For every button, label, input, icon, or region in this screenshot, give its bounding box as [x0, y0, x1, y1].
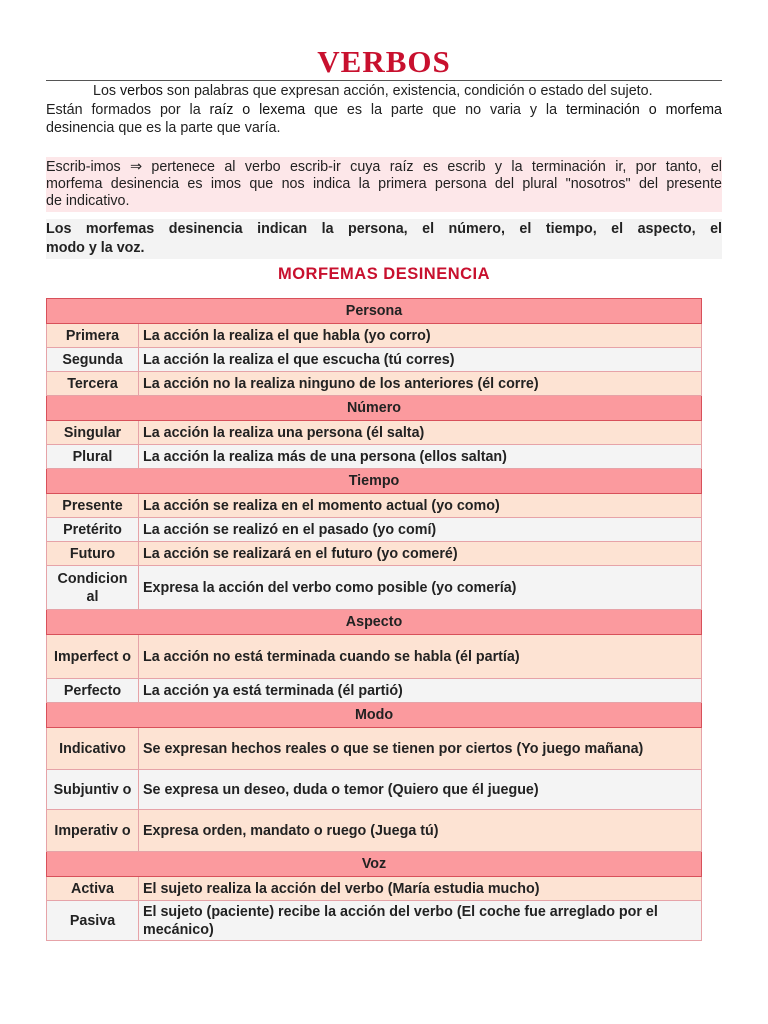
table-row: [47, 901, 702, 941]
table-row: [47, 728, 702, 770]
table-row: [47, 810, 702, 852]
intro-text: que es la parte que no varia y la: [305, 101, 566, 118]
category-cell: Subjuntiv o: [47, 770, 139, 810]
group-header-row: [47, 396, 702, 421]
description-cell: El sujeto (paciente) recibe la acción del verbo (El coche fue arreglado por el mecánico): [139, 901, 702, 941]
description-cell: La acción se realiza en el momento actual (yo como): [139, 494, 702, 518]
description-cell: La acción se realizará en el futuro (yo comeré): [139, 542, 702, 566]
highlight-verbos: verbos: [120, 83, 163, 99]
category-cell: Singular: [47, 421, 139, 445]
description-cell: Se expresan hechos reales o que se tienen por ciertos (Yo juego mañana): [139, 728, 702, 770]
table-row: [47, 348, 702, 372]
table-row: [47, 679, 702, 703]
highlight-terminacion: terminación o morfema: [565, 101, 722, 118]
group-header-row: [47, 610, 702, 635]
description-cell: La acción la realiza el que escucha (tú corres): [139, 348, 702, 372]
intro-line-2: [46, 101, 722, 120]
table-row: [47, 421, 702, 445]
description-cell: La acción la realiza una persona (él salta): [139, 421, 702, 445]
group-heading: Persona: [47, 299, 702, 324]
intro-text: Están formados por la: [46, 101, 210, 118]
description-cell: La acción se realizó en el pasado (yo comí): [139, 518, 702, 542]
summary-line: modo y la voz.: [46, 240, 145, 256]
category-cell: Pasiva: [47, 901, 139, 941]
category-cell: Futuro: [47, 542, 139, 566]
description-cell: La acción ya está terminada (él partió): [139, 679, 702, 703]
description-cell: Expresa la acción del verbo como posible (yo comería): [139, 566, 702, 610]
group-heading: Modo: [47, 703, 702, 728]
example-line: Escrib-imos ⇒ pertenece al verbo escrib-ir cuya raíz es escrib y la terminación ir, por tanto, el: [46, 159, 722, 175]
table-row: [47, 324, 702, 348]
group-heading: Voz: [47, 852, 702, 877]
page-title: VERBOS: [317, 44, 451, 79]
table-row: [47, 445, 702, 469]
category-cell: Segunda: [47, 348, 139, 372]
example-line: de indicativo.: [46, 193, 130, 209]
category-cell: Imperfect o: [47, 635, 139, 679]
highlight-raiz: raíz o lexema: [209, 101, 306, 118]
category-cell: Indicativo: [47, 728, 139, 770]
group-heading: Tiempo: [47, 469, 702, 494]
description-cell: La acción la realiza más de una persona (ellos saltan): [139, 445, 702, 469]
group-heading: Aspecto: [47, 610, 702, 635]
category-cell: Tercera: [47, 372, 139, 396]
description-cell: Expresa orden, mandato o ruego (Juega tú): [139, 810, 702, 852]
description-cell: La acción la realiza el que habla (yo corro): [139, 324, 702, 348]
summary-paragraph: [46, 219, 722, 259]
table-row: [47, 518, 702, 542]
table-row: [47, 494, 702, 518]
section-title: MORFEMAS DESINENCIA: [277, 265, 491, 283]
group-header-row: [47, 703, 702, 728]
morfemas-table: [46, 298, 702, 941]
intro-line-3: desinencia que es la parte que varía.: [46, 120, 281, 136]
table-row: [47, 877, 702, 901]
category-cell: Perfecto: [47, 679, 139, 703]
category-cell: Pretérito: [47, 518, 139, 542]
summary-line: Los morfemas desinencia indican la persona, el número, el tiempo, el aspecto, el: [46, 221, 722, 237]
category-cell: Plural: [47, 445, 139, 469]
group-header-row: [47, 852, 702, 877]
group-heading: Número: [47, 396, 702, 421]
intro-text: son palabras que expresan acción, existencia, condición o estado del sujeto.: [162, 83, 653, 99]
description-cell: La acción no está terminada cuando se habla (él partía): [139, 635, 702, 679]
table-row: [47, 542, 702, 566]
table-row: [47, 635, 702, 679]
intro-text: Los: [93, 83, 121, 99]
example-line: morfema desinencia es imos que nos indica la primera persona del plural "nosotros" del presente: [46, 176, 722, 192]
category-cell: Imperativ o: [47, 810, 139, 852]
category-cell: Presente: [47, 494, 139, 518]
intro-line-1: [46, 82, 722, 101]
description-cell: La acción no la realiza ninguno de los anteriores (él corre): [139, 372, 702, 396]
group-header-row: [47, 469, 702, 494]
description-cell: El sujeto realiza la acción del verbo (María estudia mucho): [139, 877, 702, 901]
category-cell: Primera: [47, 324, 139, 348]
table-row: [47, 770, 702, 810]
table-row: [47, 566, 702, 610]
category-cell: Activa: [47, 877, 139, 901]
table-row: [47, 372, 702, 396]
group-header-row: [47, 299, 702, 324]
category-cell: Condicion al: [47, 566, 139, 610]
description-cell: Se expresa un deseo, duda o temor (Quiero que él juegue): [139, 770, 702, 810]
title-divider: [46, 80, 722, 81]
intro-paragraph: [46, 82, 722, 138]
example-box: [46, 157, 722, 212]
